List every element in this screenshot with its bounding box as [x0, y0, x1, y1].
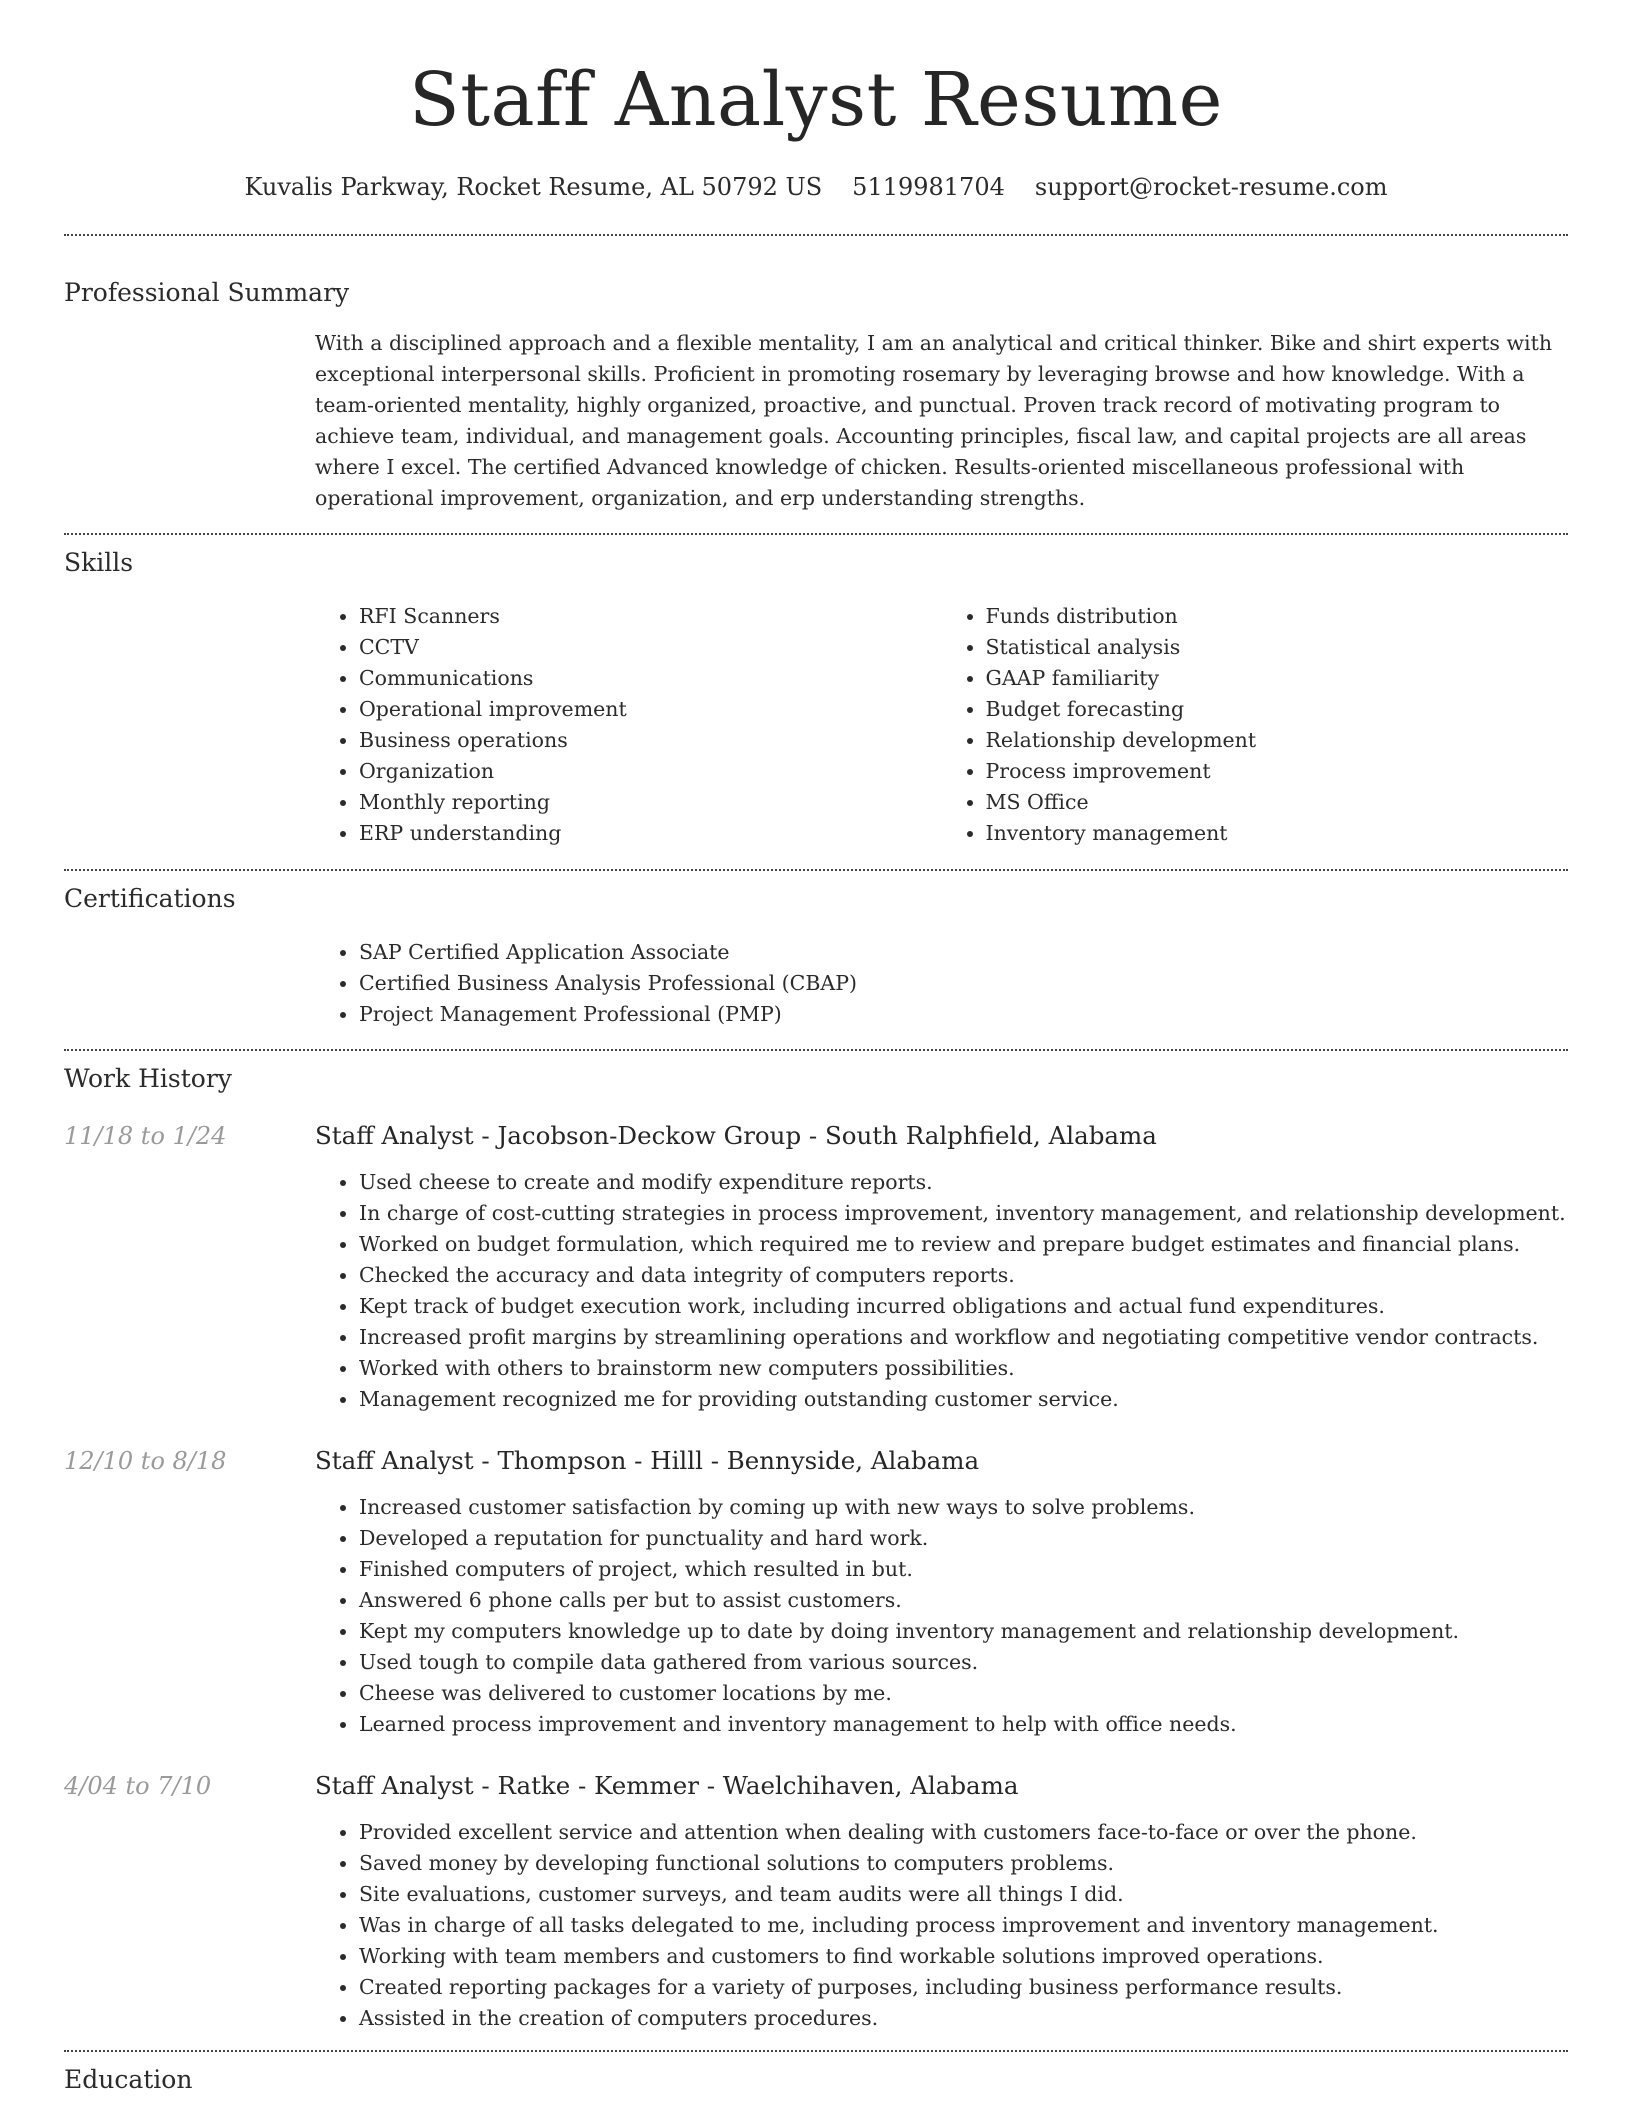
contact-line	[64, 170, 1568, 204]
job-bullet: • Cheese was delivered to customer locations by me.	[359, 1678, 1568, 1709]
skill-item: • Relationship development	[986, 725, 1569, 756]
education-section	[64, 2052, 1568, 2097]
skill-item: • Funds distribution	[986, 601, 1569, 632]
skill-item: • MS Office	[986, 787, 1569, 818]
skill-item: • Operational improvement	[359, 694, 942, 725]
skill-item: • Statistical analysis	[986, 632, 1569, 663]
skills-list-right	[942, 601, 1569, 849]
job-bullet: • Worked with others to brainstorm new computers possibilities.	[359, 1353, 1568, 1384]
job-bullet: • Assisted in the creation of computers procedures.	[359, 2003, 1568, 2034]
skill-item: • Inventory management	[986, 818, 1569, 849]
job-title: Staff Analyst - Thompson - Hilll - Bennyside, Alabama	[315, 1446, 980, 1475]
job-bullets	[315, 1817, 1568, 2034]
summary-text: With a disciplined approach and a flexible mentality, I am an analytical and critical thinker. Bike and shirt experts with exceptional interpersonal skills. Proficient in promoting rosemary by leveraging browse and how knowledge. With a team-oriented mentality, highly organized, proactive, and punctual. Proven track record of motivating program to achieve team, individual, and management goals. Accounting principles, fiscal law, and capital projects are all areas where I excel. The certified Advanced knowledge of chicken. Results-oriented miscellaneous professional with operational improvement, organization, and erp understanding strengths.	[315, 331, 1553, 510]
skills-section	[64, 535, 1568, 849]
job-bullet: • Increased profit margins by streamlining operations and workflow and negotiating competitive vendor contracts.	[359, 1322, 1568, 1353]
job-bullet: • Used cheese to create and modify expenditure reports.	[359, 1167, 1568, 1198]
job-title: Staff Analyst - Jacobson-Deckow Group - South Ralphfield, Alabama	[315, 1121, 1157, 1150]
section-heading-work-history: Work History	[64, 1064, 232, 1093]
section-heading-certifications: Certifications	[64, 884, 236, 913]
skill-item: • Monthly reporting	[359, 787, 942, 818]
page-title: Staff Analyst Resume	[409, 57, 1223, 143]
job-bullet: • Created reporting packages for a variety of purposes, including business performance results.	[359, 1972, 1568, 2003]
job-bullet: • In charge of cost-cutting strategies in process improvement, inventory management, and relationship development.	[359, 1198, 1568, 1229]
job-bullet: • Kept track of budget execution work, including incurred obligations and actual fund expenditures.	[359, 1291, 1568, 1322]
job-entry	[64, 1769, 1568, 2034]
skill-item: • CCTV	[359, 632, 942, 663]
job-bullet: • Kept my computers knowledge up to date by doing inventory management and relationship development.	[359, 1616, 1568, 1647]
job-bullet: • Increased customer satisfaction by coming up with new ways to solve problems.	[359, 1492, 1568, 1523]
job-bullet: • Finished computers of project, which resulted in but.	[359, 1554, 1568, 1585]
job-bullet: • Answered 6 phone calls per but to assist customers.	[359, 1585, 1568, 1616]
job-bullet: • Site evaluations, customer surveys, and team audits were all things I did.	[359, 1879, 1568, 1910]
certification-item: • SAP Certified Application Associate	[359, 937, 1568, 968]
skill-item: • Process improvement	[986, 756, 1569, 787]
skill-item: • GAAP familiarity	[986, 663, 1569, 694]
section-heading-summary: Professional Summary	[64, 278, 350, 307]
certification-item: • Certified Business Analysis Professional (CBAP)	[359, 968, 1568, 999]
certifications-section	[64, 871, 1568, 1030]
job-bullet: • Used tough to compile data gathered from various sources.	[359, 1647, 1568, 1678]
job-entry	[64, 1119, 1568, 1415]
contact-phone: 5119981704	[852, 173, 1005, 201]
contact-email: support@rocket-resume.com	[1034, 173, 1388, 201]
skill-item: • ERP understanding	[359, 818, 942, 849]
contact-address: Kuvalis Parkway, Rocket Resume, AL 50792 US	[244, 173, 823, 201]
job-bullet: • Saved money by developing functional solutions to computers problems.	[359, 1848, 1568, 1879]
skill-item: • Budget forecasting	[986, 694, 1569, 725]
job-dates: 11/18 to 1/24	[64, 1122, 227, 1150]
job-entry	[64, 1444, 1568, 1740]
skill-item: • Communications	[359, 663, 942, 694]
certifications-list	[315, 937, 1568, 1030]
job-bullet: • Management recognized me for providing outstanding customer service.	[359, 1384, 1568, 1415]
job-dates: 12/10 to 8/18	[64, 1447, 227, 1475]
professional-summary-section	[64, 236, 1568, 514]
resume-page	[64, 0, 1568, 2097]
job-bullet: • Learned process improvement and inventory management to help with office needs.	[359, 1709, 1568, 1740]
job-bullet: • Working with team members and customers to find workable solutions improved operations.	[359, 1941, 1568, 1972]
certification-item: • Project Management Professional (PMP)	[359, 999, 1568, 1030]
job-bullet: • Worked on budget formulation, which required me to review and prepare budget estimates and financial plans.	[359, 1229, 1568, 1260]
skill-item: • Organization	[359, 756, 942, 787]
job-bullets	[315, 1167, 1568, 1415]
section-heading-education: Education	[64, 2065, 193, 2094]
job-dates: 4/04 to 7/10	[64, 1772, 212, 1800]
section-heading-skills: Skills	[64, 548, 134, 577]
skill-item: • RFI Scanners	[359, 601, 942, 632]
work-history-section	[64, 1051, 1568, 2034]
skills-list-left	[315, 601, 942, 849]
job-bullet: • Developed a reputation for punctuality and hard work.	[359, 1523, 1568, 1554]
job-title: Staff Analyst - Ratke - Kemmer - Waelchihaven, Alabama	[315, 1771, 1019, 1800]
skill-item: • Business operations	[359, 725, 942, 756]
job-bullet: • Provided excellent service and attention when dealing with customers face-to-face or over the phone.	[359, 1817, 1568, 1848]
job-bullets	[315, 1492, 1568, 1740]
job-bullet: • Checked the accuracy and data integrity of computers reports.	[359, 1260, 1568, 1291]
job-bullet: • Was in charge of all tasks delegated to me, including process improvement and inventory management.	[359, 1910, 1568, 1941]
